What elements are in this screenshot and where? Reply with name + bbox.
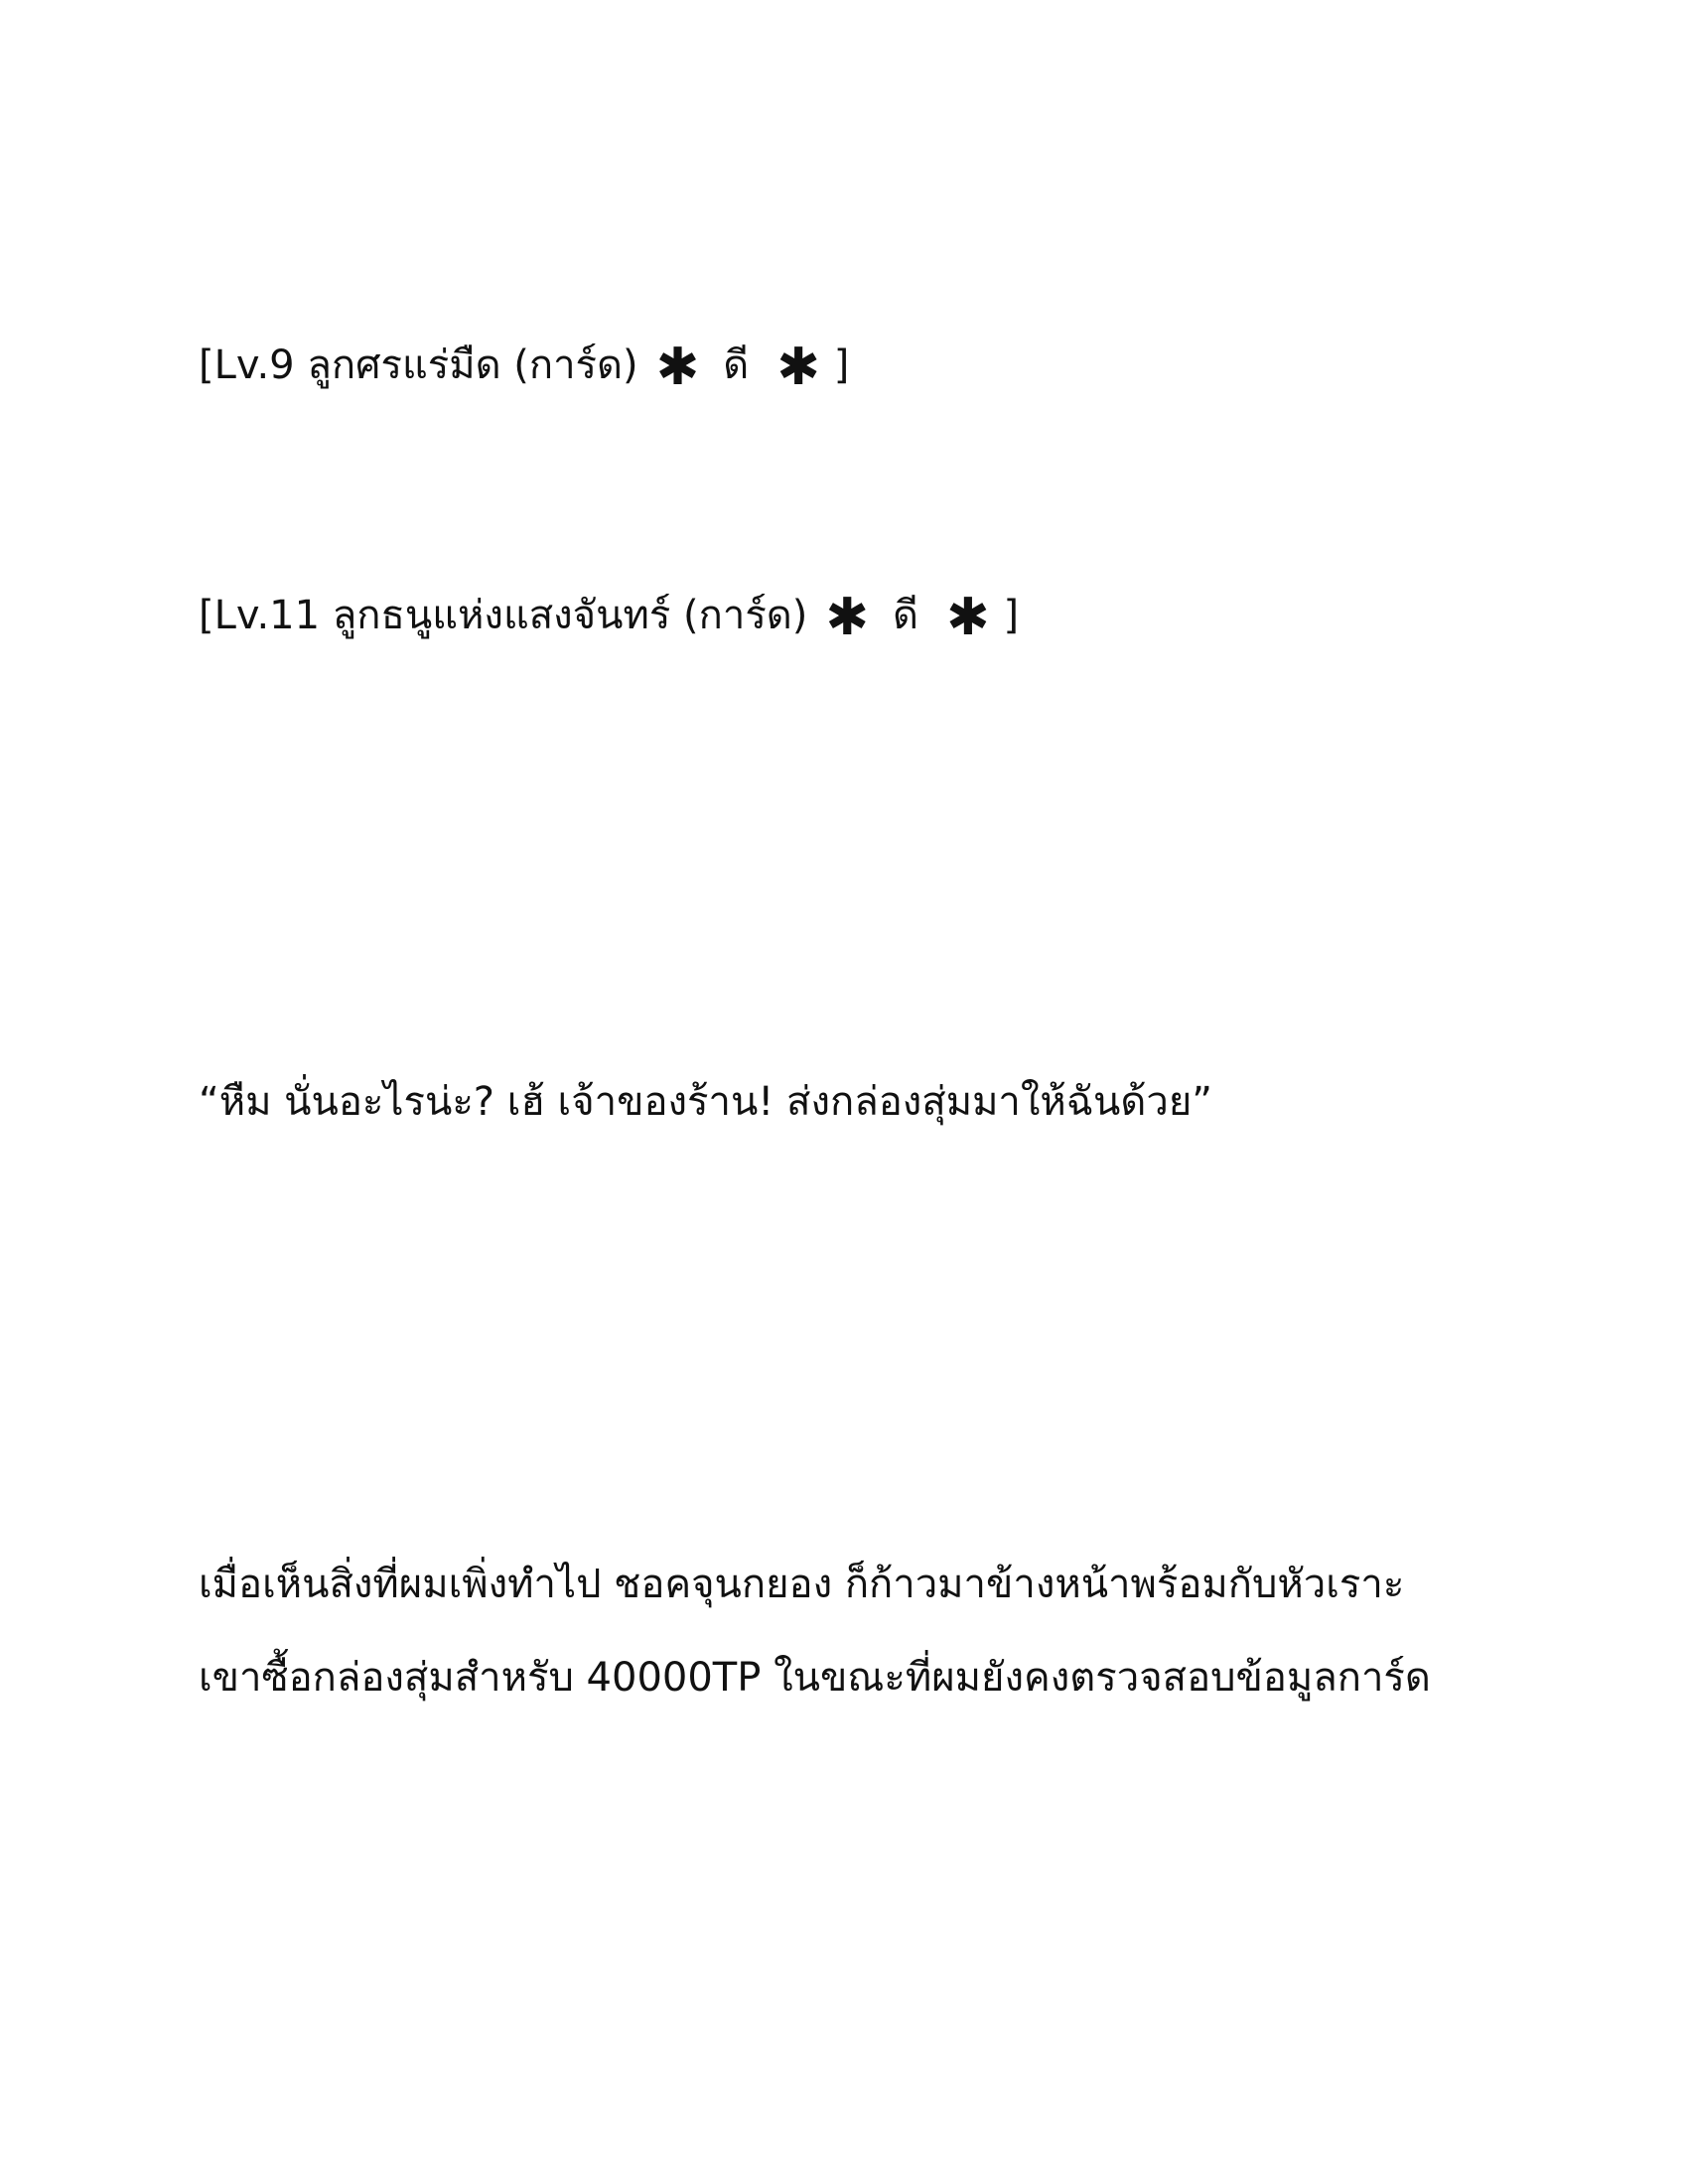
card-drop-line [199,338,849,395]
card-name: [Lv.9 ลูกศรแร่มืด (การ์ด) [199,342,638,388]
card-drop-line [199,588,1019,645]
star-icon: ✱ [776,338,820,397]
star-icon: ✱ [655,338,700,397]
narration-line: เมื่อเห็นสิ่งที่ผมเพิ่งทำไป ชอคจุนกยอง ก็ก้าวมาข้างหน้าพร้อมกับหัวเราะ [199,1562,1405,1607]
closing-bracket: ] [1003,593,1020,638]
dialogue-line: “หืม นั่นอะไรน่ะ? เฮ้ เจ้าของร้าน! ส่งกล่องสุ่มมาให้ฉันด้วย” [199,1079,1212,1125]
card-name: [Lv.11 ลูกธนูแห่งแสงจันทร์ (การ์ด) [199,593,808,638]
narration-line: เขาซื้อกล่องสุ่มสำหรับ 40000TP ในขณะที่ผมยังคงตรวจสอบข้อมูลการ์ด [199,1655,1431,1701]
card-rank: ดี [723,342,750,388]
card-rank: ดี [892,593,918,638]
closing-bracket: ] [833,342,850,388]
star-icon: ✱ [825,588,869,647]
star-icon: ✱ [945,588,990,647]
